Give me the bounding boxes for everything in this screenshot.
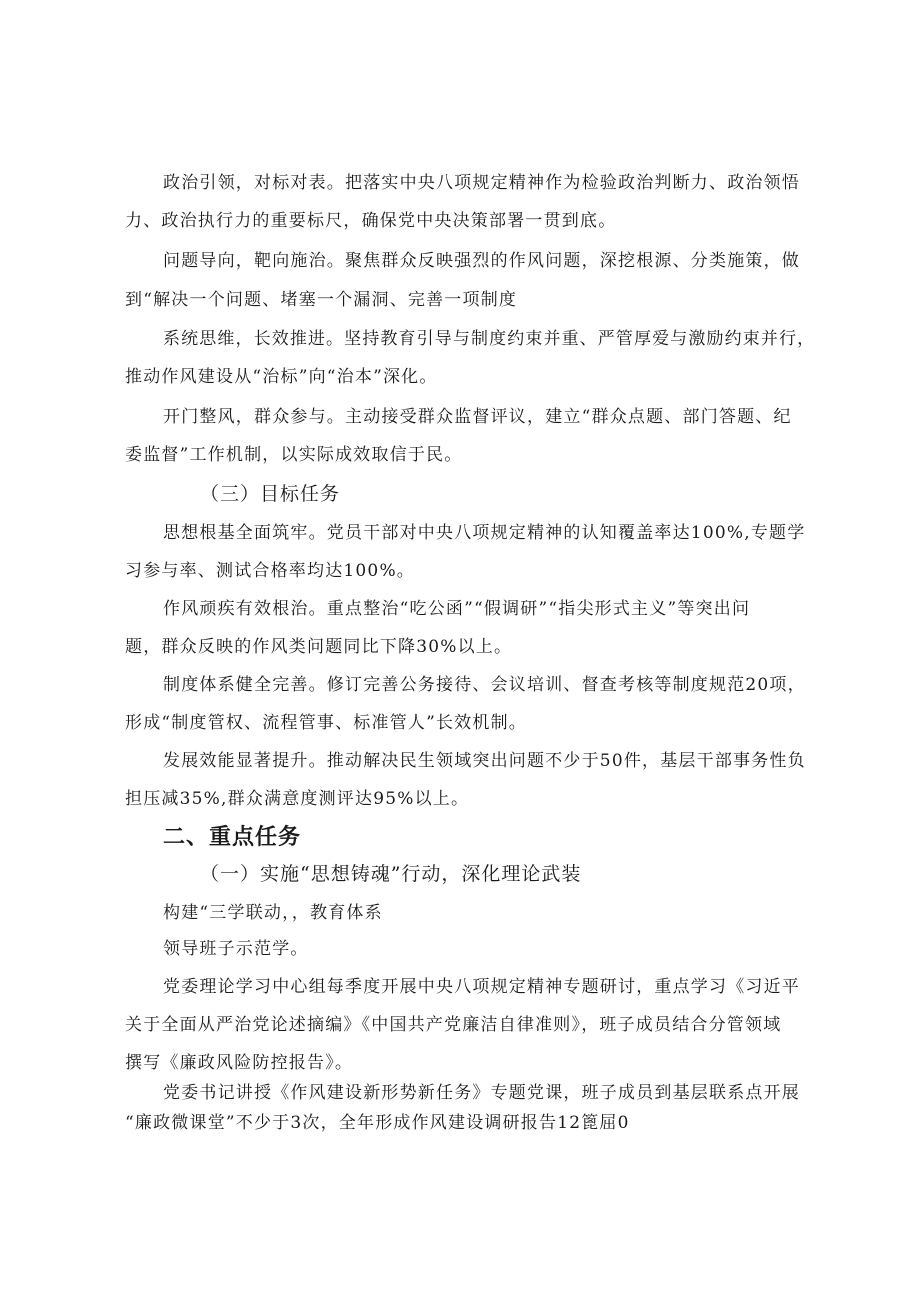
paragraph-line: 推动作风建设从“治标”向“治本”深化。 [125, 367, 438, 387]
paragraph-line: 题，群众反映的作风类问题同比下降30%以上。 [125, 637, 513, 657]
paragraph-line: 习参与率、测试合格率均达100%。 [125, 561, 416, 581]
paragraph-line: “廉政微课堂”不少于3次，全年形成作风建设调研报告12篦屈0 [125, 1113, 630, 1133]
paragraph-line: 制度体系健全完善。修订完善公务接待、会议培训、督查考核等制度规范20项， [163, 675, 806, 695]
paragraph-line: 党委理论学习中心组每季度开展中央八项规定精神专题研讨，重点学习《习近平 [163, 977, 800, 997]
paragraph-line: 思想根基全面筑牢。党员干部对中央八项规定精神的认知覆盖率达100%,专题学 [163, 523, 806, 543]
paragraph-line: 开门整风，群众参与。主动接受群众监督评议，建立“群众点题、部门答题、纪 [163, 407, 792, 427]
paragraph-line: 到“解决一个问题、堵塞一个漏洞、完善一项制度 [125, 290, 518, 310]
paragraph-line: 系统思维，长效推进。坚持教育引导与制度约束并重、严管厚爱与激励约束并行， [163, 329, 816, 349]
paragraph-line: 政治引领，对标对表。把落实中央八项规定精神作为检验政治判断力、政治领悟 [163, 173, 800, 193]
paragraph-line: 构建“三学联动，，教育体系 [163, 903, 383, 923]
paragraph-line: 关于全面从严治党论述摘编》《中国共产党廉洁自律准则》，班子成员结合分管领域 [125, 1015, 782, 1035]
paragraph-line: 问题导向，靶向施治。聚焦群众反映强烈的作风问题，深挖根源、分类施策，做 [163, 251, 800, 271]
paragraph-line: 委监督”工作机制，以实际成效取信于民。 [125, 445, 463, 465]
paragraph-line: 力、政治执行力的重要标尺，确保党中央决策部署一贯到底。 [125, 211, 617, 231]
paragraph-line: 撰写《廉政风险防控报告》。 [125, 1053, 354, 1073]
paragraph-line: 领导班子示范学。 [163, 939, 309, 959]
paragraph-line: 作风顽疾有效根治。重点整治“吃公函”“假调研”“指尖形式主义”等突出问 [163, 599, 751, 619]
section-heading-targets: （三）目标任务 [200, 483, 341, 505]
paragraph-line: 党委书记讲授《作风建设新形势新任务》专题党课，班子成员到基层联系点开展 [163, 1083, 800, 1103]
paragraph-line: 担压减35%,群众满意度测评达95%以上。 [125, 789, 470, 809]
paragraph-line: 形成“制度管权、流程管事、标准管人”长效机制。 [125, 713, 527, 733]
paragraph-line: 发展效能显著提升。推动解决民生领域突出问题不少于50件，基层干部事务性负 [163, 751, 806, 771]
subsection-heading-action: （一）实施“思想铸魂”行动，深化理论武装 [200, 863, 582, 885]
section-heading-key-tasks: 二、重点任务 [163, 825, 302, 850]
